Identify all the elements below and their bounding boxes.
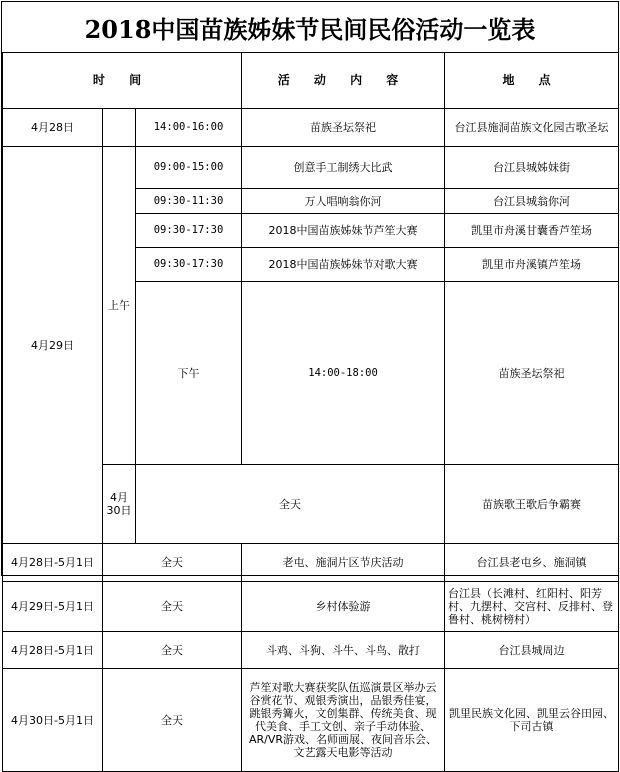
period-cell-pm: 下午 bbox=[136, 282, 242, 465]
activity-cell: 创意手工制绣大比武 bbox=[242, 147, 445, 189]
activity-cell: 斗鸡、斗狗、斗牛、斗鸟、散打 bbox=[242, 632, 445, 669]
time-cell: 全天 bbox=[103, 632, 242, 669]
period-cell-am: 上午 bbox=[103, 147, 136, 465]
time-cell: 全天 bbox=[103, 582, 242, 632]
table-row bbox=[3, 669, 619, 772]
table-row bbox=[3, 109, 619, 147]
activity-cell: 乡村体验游 bbox=[242, 582, 445, 632]
place-cell: 台江县老屯乡、施洞镇 bbox=[445, 544, 619, 582]
header-activity: 活 动 内 容 bbox=[242, 53, 445, 109]
page-title: 2018中国苗族姊妹节民间民俗活动一览表 bbox=[84, 14, 536, 44]
time-cell: 全天 bbox=[103, 544, 242, 582]
activity-cell: 2018中国苗族姊妹节对歌大赛 bbox=[242, 248, 445, 282]
activity-cell: 苗族圣坛祭祀 bbox=[242, 109, 445, 147]
date-cell: 4月29日-5月1日 bbox=[3, 582, 103, 632]
place-cell: 凯里民族文化园、凯里云谷田园、下司古镇 bbox=[445, 669, 619, 772]
header-time: 时 间 bbox=[3, 53, 242, 109]
activity-cell: 2018中国苗族姊妹节芦笙大赛 bbox=[242, 214, 445, 248]
time-cell: 14:00-16:00 bbox=[136, 109, 242, 147]
activity-cell: 老屯、施洞片区节庆活动 bbox=[242, 544, 445, 582]
table-row bbox=[3, 544, 619, 582]
time-cell: 09:30-11:30 bbox=[136, 189, 242, 214]
date-cell: 4月28日 bbox=[3, 109, 103, 147]
place-cell: 凯里市舟溪镇芦笙场 bbox=[445, 248, 619, 282]
table-row bbox=[3, 632, 619, 669]
schedule-table bbox=[2, 52, 619, 772]
place-cell: 台江县施洞苗族文化园古歌圣坛 bbox=[445, 109, 619, 147]
activity-cell: 苗族歌王歌后争霸赛 bbox=[445, 465, 619, 544]
place-cell: 台江县城姊妹街 bbox=[445, 147, 619, 189]
date-cell: 4月28日-5月1日 bbox=[3, 544, 103, 582]
date-cell: 4月30日-5月1日 bbox=[3, 669, 103, 772]
time-cell: 14:00-18:00 bbox=[242, 282, 445, 465]
table-row bbox=[3, 582, 619, 632]
time-cell: 全天 bbox=[103, 669, 242, 772]
header-row bbox=[3, 53, 619, 109]
time-cell: 09:00-15:00 bbox=[136, 147, 242, 189]
activity-cell: 苗族圣坛祭祀 bbox=[445, 282, 619, 465]
place-cell: 台江县城周边 bbox=[445, 632, 619, 669]
time-cell: 09:30-17:30 bbox=[136, 214, 242, 248]
time-cell: 全天 bbox=[136, 465, 445, 544]
date-cell: 4月29日 bbox=[3, 147, 103, 544]
place-cell: 台江县城翁你河 bbox=[445, 189, 619, 214]
activity-cell: 万人唱响翁你河 bbox=[242, 189, 445, 214]
place-cell: 台江县（长滩村、红阳村、阳芳村、九摆村、交宫村、反排村、登鲁村、桃树榜村） bbox=[445, 582, 619, 632]
time-cell: 09:30-17:30 bbox=[136, 248, 242, 282]
table-row bbox=[3, 147, 619, 189]
period-cell-empty bbox=[103, 109, 136, 147]
header-place: 地 点 bbox=[445, 53, 619, 109]
place-cell: 凯里市舟溪甘囊香芦笙场 bbox=[445, 214, 619, 248]
date-cell: 4月28日-5月1日 bbox=[3, 632, 103, 669]
activity-cell: 芦笙对歌大赛获奖队伍巡演景区举办云谷赏花节、观银秀演出，品银秀佳宴，跳银秀篝火，文创集群、传统美食、现代美食、手工文创、亲子手动体验、AR/VR游戏、名师画展、夜间音乐会、文艺露天电影等活动 bbox=[242, 669, 445, 772]
date-cell: 4月30日 bbox=[103, 465, 136, 544]
